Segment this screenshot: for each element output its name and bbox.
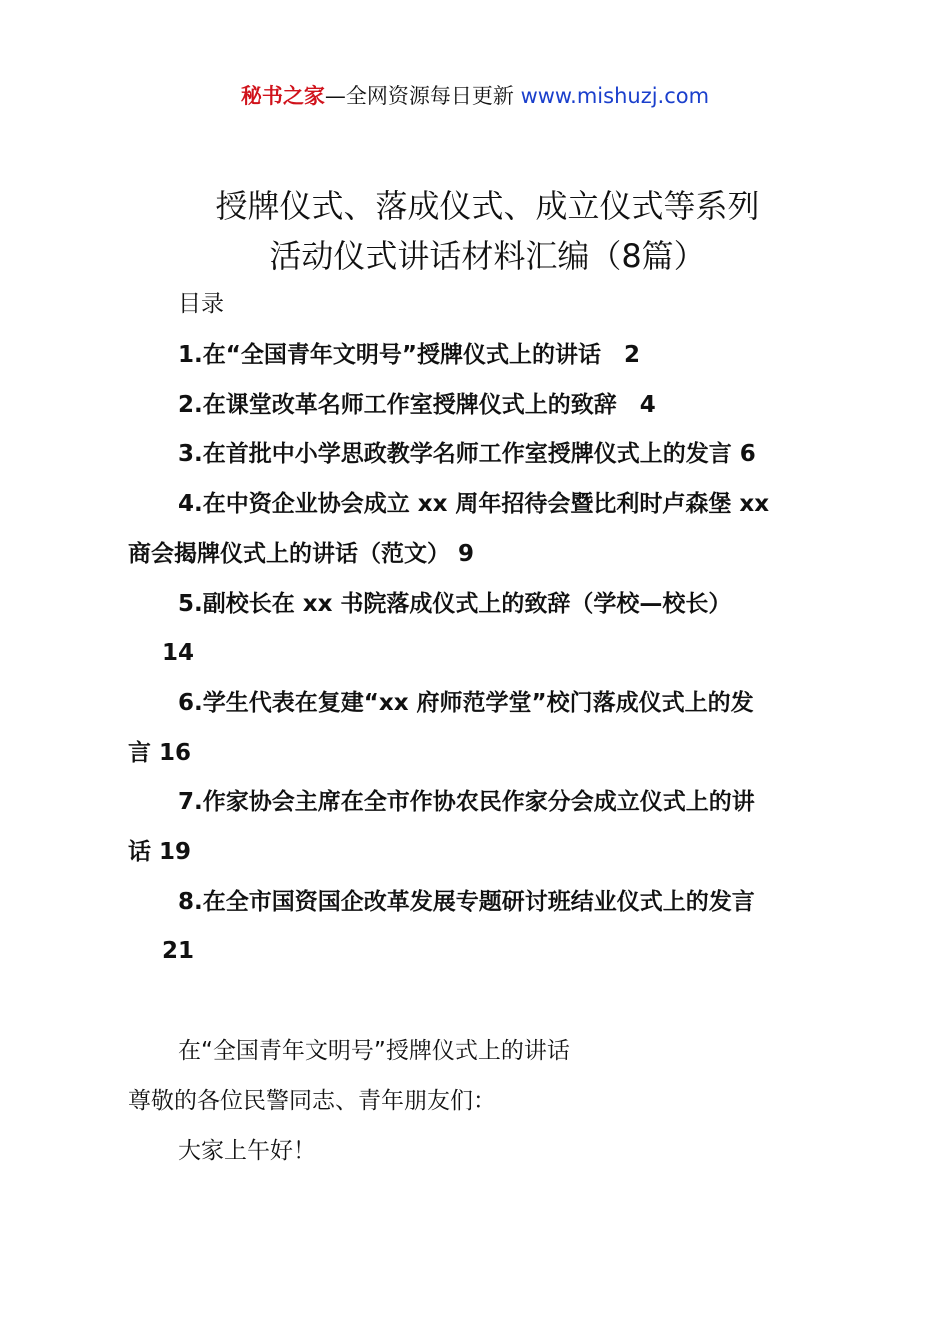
toc-item-7-continued[interactable]: 话 19 bbox=[128, 839, 192, 865]
document-title-line-2: 活动仪式讲话材料汇编（8篇） bbox=[269, 237, 706, 275]
document-title-line-1: 授牌仪式、落成仪式、成立仪式等系列 bbox=[215, 187, 760, 225]
toc-item-8-page[interactable]: 21 bbox=[162, 938, 195, 964]
toc-item-3[interactable]: 3.在首批中小学思政教学名师工作室授牌仪式上的发言 6 bbox=[178, 441, 756, 467]
toc-item-6-continued[interactable]: 言 16 bbox=[128, 740, 192, 766]
toc-item-1[interactable]: 1.在“全国青年文明号”授牌仪式上的讲话 2 bbox=[178, 342, 640, 368]
toc-item-4-continued[interactable]: 商会揭牌仪式上的讲话（范文） 9 bbox=[128, 541, 475, 567]
header-tagline: —全网资源每日更新 bbox=[324, 84, 521, 108]
greeting: 大家上午好！ bbox=[178, 1138, 316, 1164]
toc-item-8[interactable]: 8.在全市国资国企改革发展专题研讨班结业仪式上的发言 bbox=[178, 889, 755, 915]
toc-item-4[interactable]: 4.在中资企业协会成立 xx 周年招待会暨比利时卢森堡 xx bbox=[178, 491, 770, 517]
toc-heading: 目录 bbox=[178, 291, 224, 317]
toc-item-7[interactable]: 7.作家协会主席在全市作协农民作家分会成立仪式上的讲 bbox=[178, 789, 755, 815]
brand-name: 秘书之家 bbox=[240, 84, 325, 108]
site-url-link[interactable]: www.mishuzj.com bbox=[520, 84, 710, 108]
site-header bbox=[0, 80, 950, 112]
section-title: 在“全国青年文明号”授牌仪式上的讲话 bbox=[178, 1038, 570, 1064]
toc-item-5[interactable]: 5.副校长在 xx 书院落成仪式上的致辞（学校—校长） bbox=[178, 591, 732, 617]
toc-item-2[interactable]: 2.在课堂改革名师工作室授牌仪式上的致辞 4 bbox=[178, 392, 656, 418]
toc-item-5-page[interactable]: 14 bbox=[162, 640, 195, 666]
salutation: 尊敬的各位民警同志、青年朋友们： bbox=[128, 1088, 496, 1114]
toc-item-6[interactable]: 6.学生代表在复建“xx 府师范学堂”校门落成仪式上的发 bbox=[178, 690, 754, 716]
